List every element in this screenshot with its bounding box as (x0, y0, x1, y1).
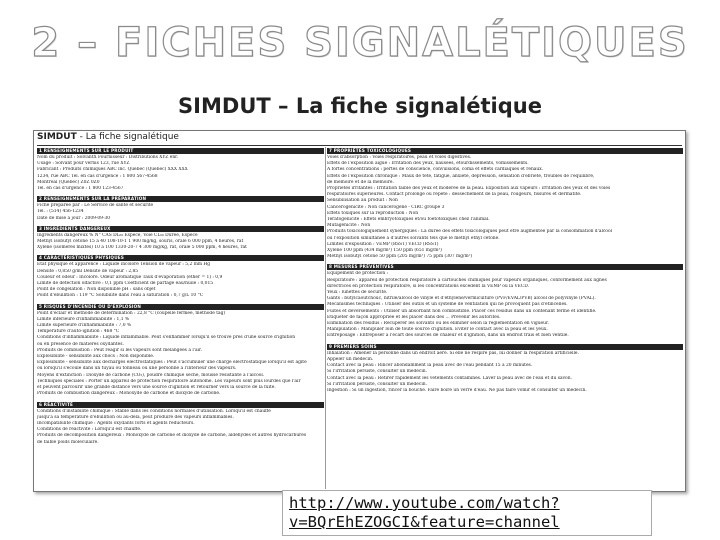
sheet-right-column (327, 147, 683, 489)
sheet-title (37, 132, 179, 143)
section-line: Étiqueter de façon appropriée et les placer dans des ... Prévenir les autorités. (327, 314, 501, 320)
section-line: Ingestion : Si un ingestion, rincer la bouche. Faire boire un verre d'eau. Ne pas faire vomir et consulter un médecin. (327, 387, 587, 393)
section-line: Élimination des résidus : Récupérer les solvants ou les éliminer selon la réglementation en vigueur. (327, 321, 549, 327)
section-line: Appeler un médecin. (327, 356, 374, 362)
section-line: Voies d'absorption : Voies respiratoires, peau et voies digestives. (327, 155, 472, 160)
section-line: Limite inférieure d'inflammabilité : 1,1 % (37, 316, 130, 322)
section-line: Contact avec la peau : Rincer abondamment la peau avec de l'eau pendant 15 à 20 minutes. (327, 363, 533, 369)
section-line: Fiche préparée par : Le Service de santé et sécurité (37, 203, 154, 209)
section-line: Gants : butylcaoutchouc, nitrile/alcool de vinyle et d'éthylène/vermiculture (PVF/EVAL/PVB) alcool de polyvinyle (PVAL). (327, 296, 596, 302)
section-line: Produits toxicologiquement synergiques : La durée des effets toxicologiques peut être augmentée par la consommation d'alcool (327, 229, 613, 235)
section-line: Couleur et odeur : Incolore. Odeur aromatique Taux d'évaporation (éther = 1) : 0,9 (37, 274, 223, 280)
section-line: Manipulation : Manipuler loin de toute source d'ignition. Éviter le contact avec la peau et les yeux. (327, 327, 548, 333)
section-header: 3 INGRÉDIENTS DANGEREUX (37, 226, 324, 232)
section-gap (37, 222, 324, 225)
section-line: Cancérogénicité : Non cancérogène - CIRC groupe 3 (327, 204, 445, 210)
section-header: 2 RENSEIGNEMENTS SUR LA PRÉPARATION (37, 196, 324, 202)
section-line: Densité : 0,850 g/ml Densité de vapeur : 2,85 (37, 268, 139, 274)
section-line: ou en présence de matières oxydantes. (37, 341, 124, 347)
section-line: Produits de combustion : Peut réagir si les vapeurs sont mélangées à l'air. (37, 347, 202, 353)
section-line: Effets de l'exposition aiguë : Irritation des yeux, nausées, étourdissements, vomissements. (327, 161, 529, 167)
safety-data-sheet-image (33, 130, 686, 492)
section-line: Point d'éclair et méthode de détermination : 22,8 °C (coupelle fermée, méthode tag) (37, 310, 226, 316)
section-line: Ingrédients dangereux % N° CAS DL₅₀ Espèce, Voie CL₅₀ Durée, Espèce (37, 232, 198, 238)
section-line: Contact avec la peau : Retirer rapidement les vêtements contaminés. Laver la peau avec de l'eau et du savon. (327, 375, 572, 381)
section-line: Entreposage : Entreposer à l'écart des sources de chaleur et d'ignition, dans un endroit frais et bien ventilé. (327, 333, 569, 339)
section-header: 9 PREMIERS SOINS (327, 344, 683, 350)
section-line: jusqu'à sa température d'ébullition ou au-delà, peut produire des vapeurs inflammables. (37, 414, 234, 420)
section-line: Point d'ébullition : 119 °C Solubilité dans l'eau à saturation : 0,7 g/L 10 °C (37, 293, 204, 299)
section-gap (37, 398, 324, 401)
section-line: À fortes concentrations : pertes de conscience, convulsions, coma et effets cardiaques et rénaux. (327, 167, 544, 173)
section-line: Limite supérieure d'inflammabilité : 7,0 % (37, 323, 132, 329)
section-line: Montréal (Québec) Z0Z 0Z0 (37, 179, 100, 185)
section-gap (327, 394, 683, 397)
section-line: Limites d'exposition : VEMP (RSST) VECD (RSST) (327, 241, 439, 247)
section-header: 1 RENSEIGNEMENTS SUR LE PRODUIT (37, 148, 324, 154)
slide-subtitle: SIMDUT – La fiche signalétique (178, 94, 542, 118)
section-line: et peuvent parcourir une grande distance vers une source d'ignition et retourner vers la source de la fuite. (37, 385, 276, 391)
section-header: 4 CARACTÉRISTIQUES PHYSIQUES (37, 255, 324, 261)
section-line: Explosibilité - sensibilité aux décharges électrostatiques : Peut s'accumuler une charge électrostatique lorsqu'il est agité (37, 360, 307, 366)
section-line: Xylène 100 ppm (434 mg/m³) 150 ppm (651 mg/m³) (327, 248, 442, 254)
sheet-column-divider (325, 147, 326, 489)
section-gap (37, 300, 324, 303)
section-line: de mémoire et de la mémoire. (327, 179, 394, 185)
section-line: Effets de l'exposition chronique : Maux de tête, fatigue, anxiété, dépression, sensation d'ébriété, troubles de l'équilibre, (327, 173, 595, 179)
section-line: Mécanismes techniques : Utiliser des outils et un système de ventilation qui ne provoquent pas d'étincelles. (327, 302, 568, 308)
section-line: Incompatibilité chimique : Agents oxydants forts et agents réducteurs. (37, 420, 195, 426)
sheet-title-bold: SIMDUT (37, 132, 77, 142)
section-line: État physique et apparence : Liquide incolore Tension de vapeur : 5,2 mm Hg (37, 262, 211, 268)
section-line: Conditions d'instabilité chimique : Stable dans les conditions normales d'utilisation. Lorsqu'il est chauffé (37, 408, 271, 414)
section-line: Nom du produit : SolvantX Fournisseur : Distributions XYZ enr. (37, 155, 179, 160)
section-line: Fabricant : Produits chimiques ABC inc. Québec (Québec) XXX XXX (37, 167, 188, 173)
section-line: Techniques spéciales : Porter un appareil de protection respiratoire autonome. Les vapeurs sont plus lourdes que l'air (37, 378, 301, 384)
section-line: Mutagénicité : Non (327, 223, 371, 229)
section-line: 1234, rue ABC Tél. en cas d'urgence : 1 800 567-4568 (37, 173, 158, 179)
section-gap (37, 251, 324, 254)
section-line: Produits de décomposition dangereux : Monoxyde de carbone et dioxyde de carbone, aldéhydes et autres hydrocarbures (37, 433, 307, 439)
section-gap (37, 192, 324, 195)
sheet-left-column (37, 147, 324, 489)
section-line: Tératogénicité : Effets embryotoxiques et/ou foetotoxiques chez l'animal. (327, 217, 490, 223)
section-line: Conditions de réactivité : Lorsqu'il est chauffé. (37, 427, 142, 433)
section-line: ou lorsqu'il s'écoule dans un tuyau ou tonneau ou une personne à l'intérieur des vapeurs. (37, 366, 237, 372)
section-line: Méthyl isobutyl cétone 50 ppm (205 mg/m³) 75 ppm (307 mg/m³) (327, 254, 473, 260)
section-line: Équipement de protection : (327, 271, 389, 277)
section-line: Tél. en cas d'urgence : 1 800 123-4567 (37, 186, 124, 192)
section-gap (37, 446, 324, 449)
section-line: de faible poids moléculaire. (37, 439, 99, 445)
section-line: Limite de détection olfactive : 0,1 ppm Coefficient de partage eau/huile : 0,015 (37, 281, 214, 287)
section-header: 7 PROPRIÉTÉS TOXICOLOGIQUES (327, 148, 683, 154)
section-line: Sensibilisation au produit : Non (327, 198, 398, 204)
section-line: directrices en protection respiratoire, si les concentrations excèdent la VEMP ou la VECD. (327, 283, 529, 289)
section-line: Yeux : lunettes de sécurité. (327, 290, 388, 296)
section-line: Méthyl isobutyl cétone 15 à 40 108-10-1 1 900 mg/kg, souris, orale 6 000 ppm, 4 heures, rat (37, 239, 244, 245)
sheet-title-rule (37, 145, 682, 146)
section-line: Conditions d'inflammabilité : Liquide inflammable. Peut s'enflammer lorsqu'il se trouve près d'une source d'ignition (37, 335, 296, 341)
section-line: Si l'irritation persiste, consulter un médecin. (327, 381, 427, 387)
section-line: Propriétés irritantes : Irritation faible des yeux et modérée de la peau. Exposition aux vapeurs : irritation des yeux et des voies (327, 186, 611, 192)
slide-title: 2 – FICHES SIGNALÉTIQUES (31, 20, 689, 66)
section-gap (327, 260, 683, 263)
section-line: Tél. : (514) 456-1234 (37, 209, 84, 215)
section-line: Explosibilité - sensibilité aux chocs : Non disponible. (37, 354, 155, 360)
section-line: Xylène (isomères mixtes) 10 à 100 1330-20-7 4 300 mg/kg, rat, orale 5 000 ppm, 4 heures, rat (37, 245, 247, 251)
section-header: 6 RÉACTIVITÉ (37, 402, 324, 408)
section-line: Inhalation : Amener la personne dans un endroit aéré. Si elle ne respire pas, lui donner la respiration artificielle. (327, 350, 579, 356)
section-line: Respiratoire : appareil de protection respiratoire à cartouches chimiques pour vapeurs organiques, conformément aux lignes (327, 277, 607, 283)
section-line: Point de congélation : Non disponible pH : sans objet (37, 287, 156, 293)
section-line: Date de mise à jour : 2009-09-30 (37, 215, 111, 221)
youtube-link[interactable]: http://www.youtube.com/watch?v=BQrEhEZOGCI&feature=channel (282, 490, 652, 536)
section-line: respiratoires supérieures. Contact prolongé ou répété : dessèchement de la peau, rougeurs, fissures et dermatite. (327, 192, 582, 198)
section-gap (327, 340, 683, 343)
section-line: Effets toxiques sur la reproduction : Non (327, 210, 419, 216)
section-line: Si l'irritation persiste, consulter un médecin. (327, 369, 427, 375)
sheet-title-rest: - La fiche signalétique (76, 132, 179, 142)
section-line: ou l'exposition simultanée à d'autres solvants tels que le méthyl éthyl cétone. (327, 235, 500, 241)
section-header: 8 MESURES PRÉVENTIVES (327, 264, 683, 270)
section-line: Produits de combustion dangereux : Monoxyde de carbone et dioxyde de carbone. (37, 391, 221, 397)
section-header: 5 RISQUES D'INCENDIE OU D'EXPLOSION (37, 304, 324, 310)
section-line: Fuites et déversements : Utiliser un absorbant non combustible. Placer ces résidus dans un contenant fermé et identifié. (327, 308, 597, 314)
section-line: Température d'auto-ignition : 468 °C (37, 329, 120, 335)
section-line: Usage : Solvant pour vernis 123, rue XYZ (37, 161, 130, 167)
section-line: Moyens d'extinction : Dioxyde de carbone (CO₂), poudre chimique sèche, mousse résistante à l'alcool. (37, 372, 265, 378)
